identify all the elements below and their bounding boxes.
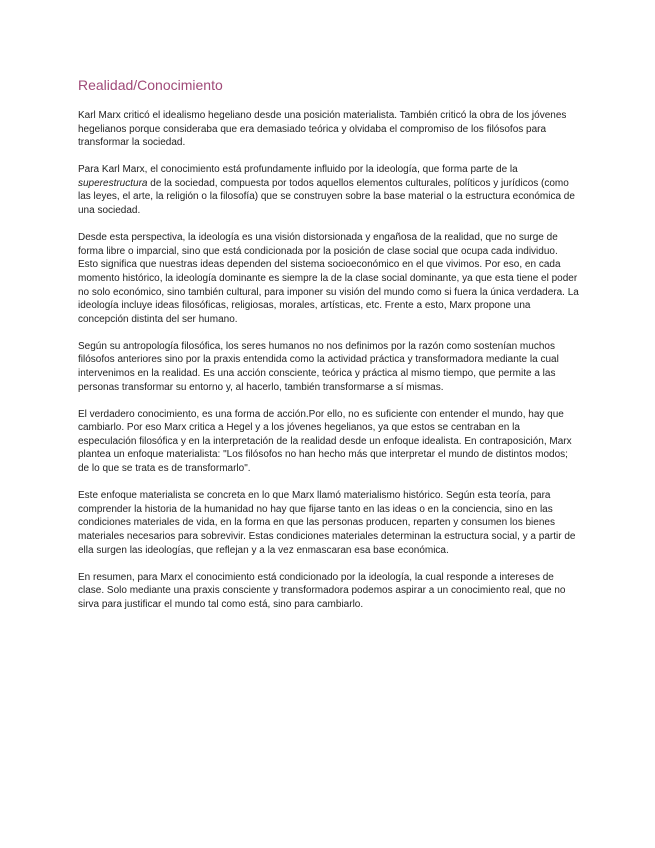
paragraph-5: El verdadero conocimiento, es una forma de acción.Por ello, no es suficiente con entender el mundo, hay que cambiarlo. Por eso Marx critica a Hegel y a los jóvenes hegelianos, ya que estos se centraban en la especulación filosófica y en la interpretación de la realidad desde un enfoque idealista. En contraposición, Marx plantea un enfoque materialista: "Los filósofos no han hecho más que interpretar el mundo de distintos modos; de lo que se trata es de transformarlo". xyxy=(78,408,572,475)
document-body xyxy=(78,109,580,625)
paragraph-6: Este enfoque materialista se concreta en lo que Marx llamó materialismo histórico. Según esta teoría, para comprender la historia de la humanidad no hay que fijarse tanto en las ideas o en la conciencia, sino en las condiciones materiales de vida, en la forma en que las personas producen, reparten y consumen los bienes materiales necesarios para sobrevivir. Estas condiciones materiales determinan la estructura social, y a partir de ella surgen las ideologías, que reflejan y a la vez enmascaran esa base económica. xyxy=(78,490,576,556)
paragraph-7: En resumen, para Marx el conocimiento está condicionado por la ideología, la cual responde a intereses de clase. Solo mediante una praxis consciente y transformadora podemos aspirar a un conocimiento real, que no sirva para justificar el mundo tal como está, sino para cambiarlo. xyxy=(78,571,566,610)
paragraph-2-text-after: de la sociedad, compuesta por todos aquellos elementos culturales, políticos y jurídicos (como las leyes, el arte, la religión o la filosofía) que se construyen sobre la base material o la estructura económica de una sociedad. xyxy=(78,177,575,217)
paragraph-4: Según su antropología filosófica, los seres humanos no nos definimos por la razón como sostenían muchos filósofos anteriores sino por la praxis entendida como la actividad práctica y transformadora mediante la cual intervenimos en la realidad. Es una acción consciente, teórica y práctica al mismo tiempo, que permite a las personas transformar su entorno y, al hacerlo, también transformarse a sí mismas. xyxy=(78,340,559,393)
paragraph-2-text-before: Para Karl Marx, el conocimiento está profundamente influido por la ideología, que forma parte de la xyxy=(78,164,518,176)
paragraph-2-emphasis: superestructura xyxy=(78,177,148,189)
document-title: Realidad/Conocimiento xyxy=(78,77,223,93)
paragraph-2 xyxy=(78,163,580,217)
paragraph-3: Desde esta perspectiva, la ideología es una visión distorsionada y engañosa de la realidad, que no surge de forma libre o imparcial, sino que está condicionada por la posición de clase social que ocupa cada individuo. Esto significa que nuestras ideas dependen del sistema socioeconómico en el que vivimos. Por eso, en cada momento histórico, la ideología dominante es siempre la de la clase social dominante, ya que esta tiene el poder no solo económico, sino también cultural, para imponer su visión del mundo como si fuera la única verdadera. La ideología incluye ideas filosóficas, religiosas, morales, artísticas, etc. Frente a esto, Marx propone una concepción distinta del ser humano. xyxy=(78,232,579,325)
paragraph-1: Karl Marx criticó el idealismo hegeliano desde una posición materialista. También criticó la obra de los jóvenes hegelianos porque consideraba que era demasiado teórica y olvidaba el compromiso de los filósofos para transformar la sociedad. xyxy=(78,110,567,149)
